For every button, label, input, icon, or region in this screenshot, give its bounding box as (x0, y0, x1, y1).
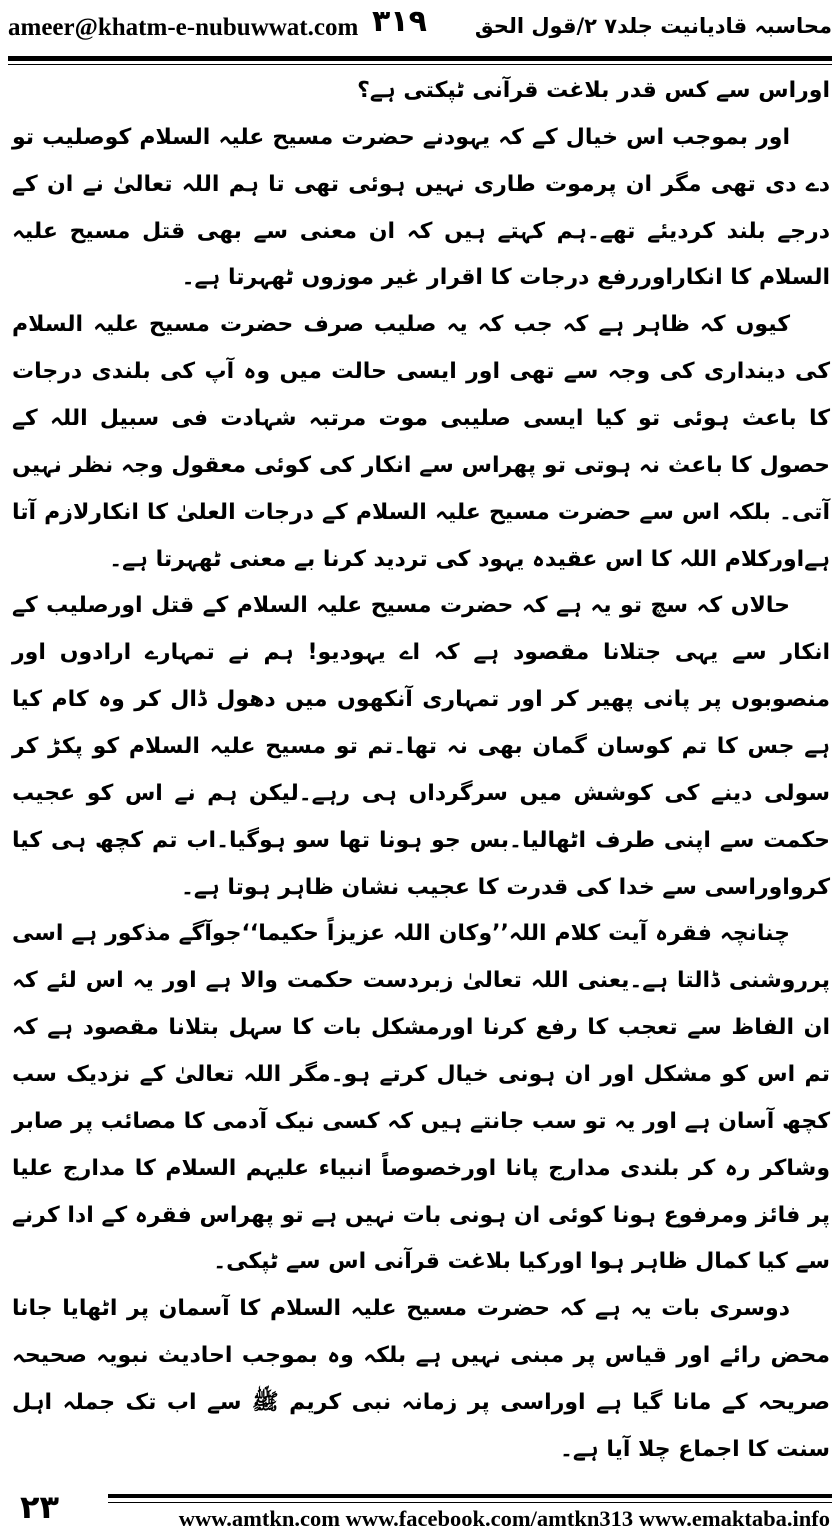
footer-links: www.amtkn.com www.facebook.com/amtkn313 www.emaktaba.info (178, 1506, 830, 1531)
header-email: ameer@khatm-e-nubuwwat.com (8, 14, 359, 41)
header-rule (8, 56, 832, 65)
footer-rule-thick (108, 1494, 832, 1498)
paragraph-5: چنانچہ فقرہ آیت کلام اللہ’’وکان اللہ عزیزاً حکیما‘‘جوآگے مذکور ہے اسی پرروشنی ڈالتا ہے۔یعنی اللہ تعالیٰ زبردست حکمت والا ہے اور یہ اس لئے کہ ان الفاظ سے تعجب کا رفع کرنا اورمشکل بات کا سہل بتلانا مقصود ہے کہ تم اس کو مشکل اور ان ہونی خیال کرتے ہو۔مگر اللہ تعالیٰ کے نزدیک سب کچھ آسان ہے اور یہ تو سب جانتے ہیں کہ کسی نیک آدمی کا مصائب پر صابر وشاکر رہ کر بلندی مدارج پانا اورخصوصاً انبیاء علیہم السلام کا مدارج علیا پر فائز ومرفوع ہونا کوئی ان ہونی بات نہیں ہے تو پھراس فقرہ کے ادا کرنے سے کیا کمال ظاہر ہوا اورکیا بلاغت قرآنی اس سے ٹپکی۔ (12, 921, 830, 1275)
paragraph-3: کیوں کہ ظاہر ہے کہ جب کہ یہ صلیب صرف حضرت مسیح علیہ السلام کی دینداری کی وجہ سے تھی اور ایسی حالت میں وہ آپ کی بلندی درجات کا باعث ہوئی تو کیا ایسی صلیبی موت مرتبہ شہادت فی سبیل اللہ کے حصول کا باعث نہ ہوتی تو پھراس سے انکار کی کوئی معقول وجہ نظر نہیں آتی۔ بلکہ اس سے حضرت مسیح علیہ السلام کے درجات العلیٰ کا انکارلازم آتا ہےاورکلام اللہ کا اس عقیدہ یہود کی تردید کرنا بے معنی ٹھہرتا ہے۔ (12, 312, 830, 572)
header-book-title: محاسبہ قادیانیت جلد۷ ۲/قول الحق (474, 14, 832, 38)
paragraph-1: اوراس سے کس قدر بلاغت قرآنی ٹپکتی ہے؟ (357, 78, 830, 103)
paragraph-2: اور بموجب اس خیال کے کہ یہودنے حضرت مسیح علیہ السلام کوصلیب تو دے دی تھی مگر ان پرموت طاری نہیں ہوئی تھی تا ہم اللہ تعالیٰ نے ان کے درجے بلند کردیئے تھے۔ہم کہتے ہیں کہ ان معنی سے بھی قتل مسیح علیہ السلام کا انکاراوررفع درجات کا اقرار غیر موزوں ٹھہرتا ہے۔ (12, 124, 830, 291)
footer-page-number: ۲۳ (20, 1488, 60, 1526)
paragraph-6: دوسری بات یہ ہے کہ حضرت مسیح علیہ السلام کا آسمان پر اٹھایا جانا محض رائے اور قیاس پر مبنی نہیں ہے بلکہ وہ بموجب احادیث نبویہ صحیحہ صریحہ کے مانا گیا ہے اوراسی پر زمانہ نبی کریم ﷺ سے اب تک جملہ اہل سنت کا اجماع چلا آیا ہے۔ (12, 1296, 830, 1462)
page-body (12, 68, 830, 1474)
page-header (0, 0, 840, 70)
footer-rule-thin (108, 1502, 832, 1503)
header-page-number: ۳۱۹ (372, 4, 427, 39)
paragraph-4: حالاں کہ سچ تو یہ ہے کہ حضرت مسیح علیہ السلام کے قتل اورصلیب کے انکار سے یہی جتلانا مقصود ہے کہ اے یہودیو! ہم نے تمہارے ارادوں اور منصوبوں پر پانی پھیر کر اور تمہاری آنکھوں میں دھول ڈال کر وہ کام کیا ہے جس کا تم کوسان گمان بھی نہ تھا۔تم تو مسیح علیہ السلام کو پکڑ کر سولی دینے کی کوشش میں سرگرداں ہی رہے۔لیکن ہم نے اس کو عجیب حکمت سے اپنی طرف اٹھالیا۔بس جو ہونا تھا سو ہوگیا۔اب تم کچھ ہی کیا کرواوراسی سے خدا کی قدرت کا عجیب نشان ظاہر ہوتا ہے۔ (12, 593, 830, 900)
page-footer (0, 1488, 840, 1540)
